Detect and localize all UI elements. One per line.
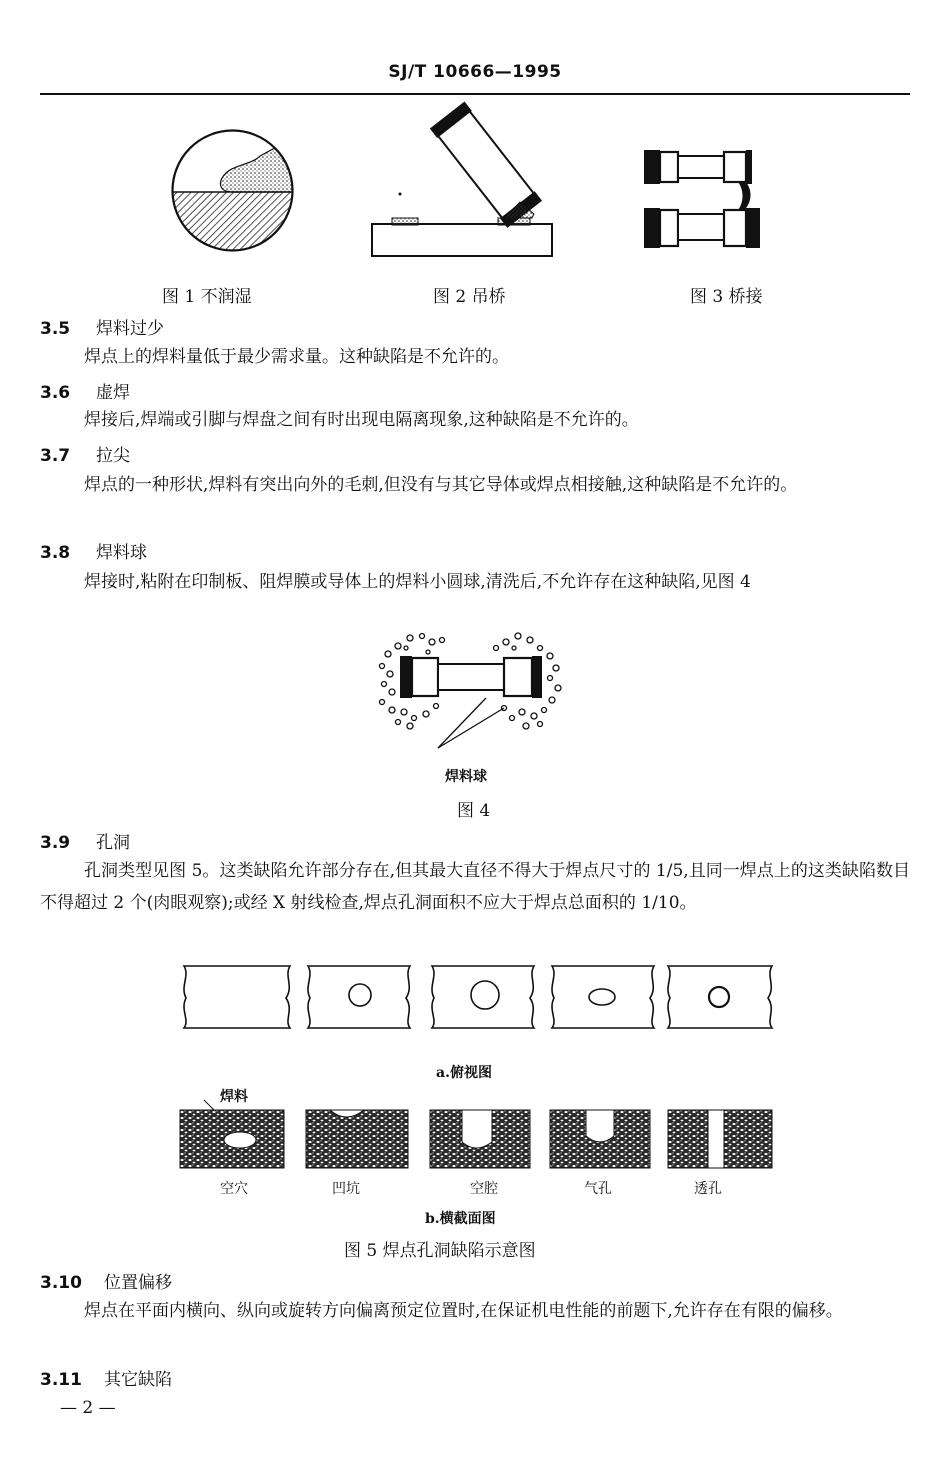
section-3-9-heading: 3.9 孔洞 (40, 833, 130, 853)
section-3-6-heading: 3.6 虚焊 (40, 383, 130, 403)
figure-5-caption: 图 5 焊点孔洞缺陷示意图 (344, 1241, 536, 1261)
cross-label-cavity: 空穴 (220, 1181, 248, 1197)
solder-label: 焊料 (220, 1089, 248, 1105)
section-3-7-text: 焊点的一种形状,焊料有突出向外的毛刺,但没有与其它导体或焊点相接触,这种缺陷是不允许的。 (84, 475, 798, 495)
cross-label-void: 空腔 (470, 1181, 498, 1197)
figure-1-illustration (170, 128, 295, 253)
header-rule (40, 93, 910, 95)
section-3-9-text: 孔洞类型见图 5。这类缺陷允许部分存在,但其最大直径不得大于焊点尺寸的 1/5,且同一焊点上的这类缺陷数目不得超过 2 个(肉眼观察);或经 X 射线检查,焊点孔洞面积不应大于焊点总面积的 1/10。 (40, 861, 910, 913)
figure-2-illustration (370, 108, 555, 258)
section-3-10-text: 焊点在平面内横向、纵向或旋转方向偏离预定位置时,在保证机电性能的前题下,允许存在有限的偏移。 (84, 1301, 843, 1321)
figure-5a-illustration (178, 962, 778, 1034)
figure-4-illustration (368, 626, 578, 756)
figure-4-label: 焊料球 (445, 769, 487, 785)
section-3-8-text: 焊接时,粘附在印制板、阻焊膜或导体上的焊料小圆球,清洗后,不允许存在这种缺陷,见图 4 (84, 572, 751, 592)
page-number: — 2 — (60, 1398, 116, 1418)
section-3-11-heading: 3.11 其它缺陷 (40, 1370, 172, 1390)
figure-5a-caption: a.俯视图 (436, 1065, 492, 1081)
cross-label-pit: 凹坑 (332, 1181, 360, 1197)
figure-2-caption: 图 2 吊桥 (433, 287, 506, 307)
section-3-5-text: 焊点上的焊料量低于最少需求量。这种缺陷是不允许的。 (84, 347, 509, 367)
standard-header: SJ/T 10666—1995 (388, 62, 562, 82)
figure-1-caption: 图 1 不润湿 (162, 287, 252, 307)
figure-4-caption: 图 4 (457, 801, 491, 821)
figure-3-caption: 图 3 桥接 (690, 287, 763, 307)
figure-5b-caption: b.横截面图 (425, 1211, 496, 1227)
section-3-5-heading: 3.5 焊料过少 (40, 319, 164, 339)
section-3-8-heading: 3.8 焊料球 (40, 543, 147, 563)
figure-3-illustration (640, 144, 765, 254)
cross-label-blowhole: 气孔 (584, 1181, 612, 1197)
section-3-7-heading: 3.7 拉尖 (40, 446, 130, 466)
section-3-6-text: 焊接后,焊端或引脚与焊盘之间有时出现电隔离现象,这种缺陷是不允许的。 (84, 410, 639, 430)
cross-label-pinhole: 透孔 (694, 1181, 722, 1197)
section-3-10-heading: 3.10 位置偏移 (40, 1273, 172, 1293)
figure-5b-illustration (180, 1098, 780, 1170)
